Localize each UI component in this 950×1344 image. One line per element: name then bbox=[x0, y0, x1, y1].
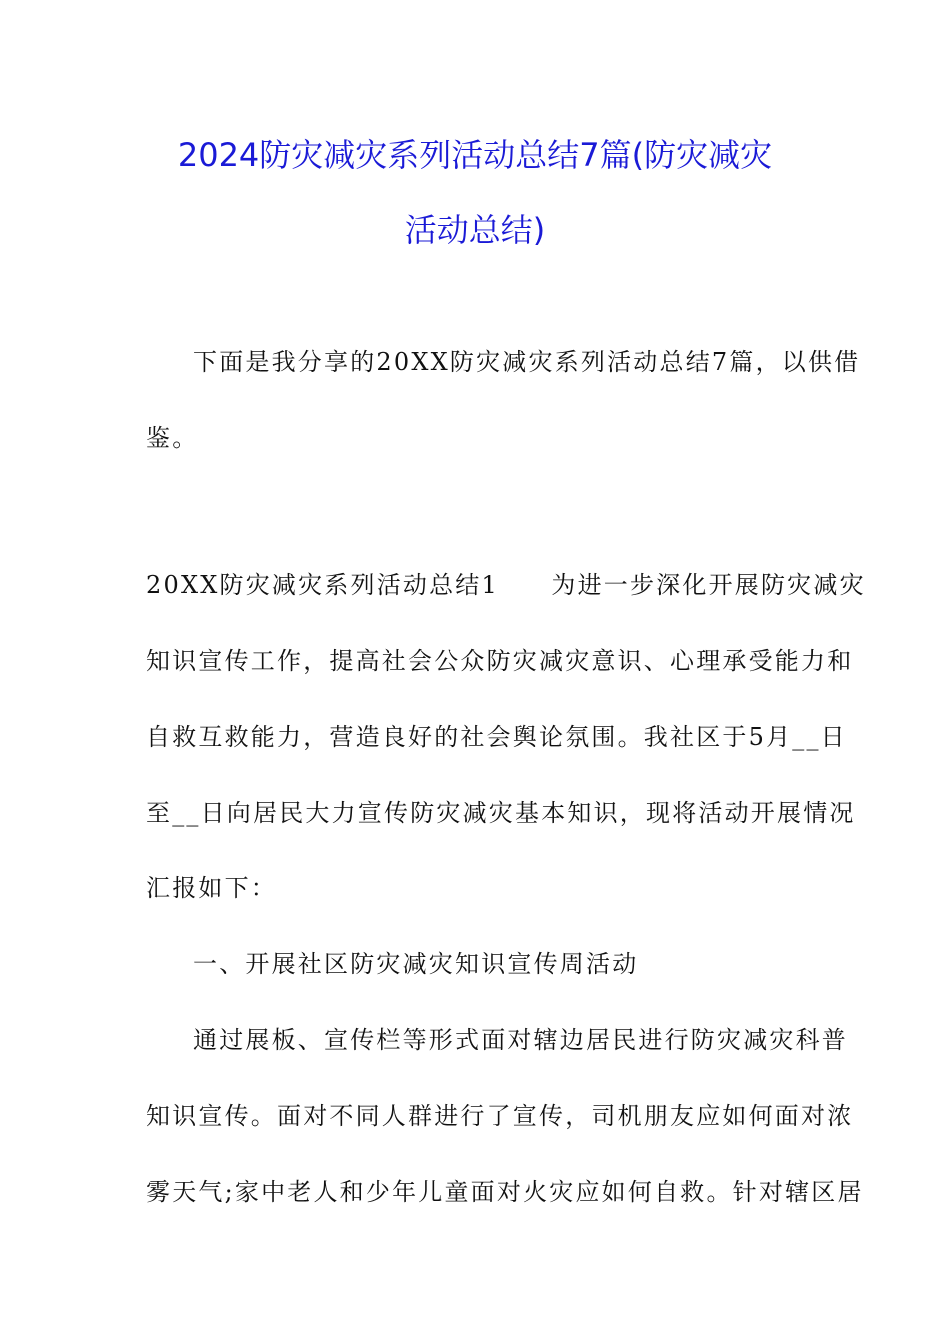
para2-line-2: 知识宣传。面对不同人群进行了宣传，司机朋友应如何面对浓 bbox=[146, 1102, 854, 1130]
para2-line-3: 雾天气;家中老人和少年儿童面对火灾应如何自救。针对辖区居 bbox=[146, 1178, 864, 1206]
intro-line-2: 鉴。 bbox=[146, 424, 199, 452]
para2-line-1: 通过展板、宣传栏等形式面对辖边居民进行防灾减灾科普 bbox=[193, 1026, 848, 1054]
intro-line-1: 下面是我分享的20XX防灾减灾系列活动总结7篇，以供借 bbox=[193, 348, 861, 376]
document-title-line-1: 2024防灾减灾系列活动总结7篇(防灾减灾 bbox=[177, 136, 773, 174]
section1-line-3: 自救互救能力，营造良好的社会舆论氛围。我社区于5月__日 bbox=[146, 723, 847, 751]
section1-line-1: 20XX防灾减灾系列活动总结1 为进一步深化开展防灾减灾 bbox=[146, 571, 866, 599]
document-title-line-2: 活动总结) bbox=[404, 211, 546, 249]
section1-line-5: 汇报如下： bbox=[146, 874, 277, 902]
heading-1: 一、开展社区防灾减灾知识宣传周活动 bbox=[193, 950, 639, 978]
section1-line-4: 至__日向居民大力宣传防灾减灾基本知识，现将活动开展情况 bbox=[146, 799, 856, 827]
section1-line-2: 知识宣传工作，提高社会公众防灾减灾意识、心理承受能力和 bbox=[146, 647, 854, 675]
